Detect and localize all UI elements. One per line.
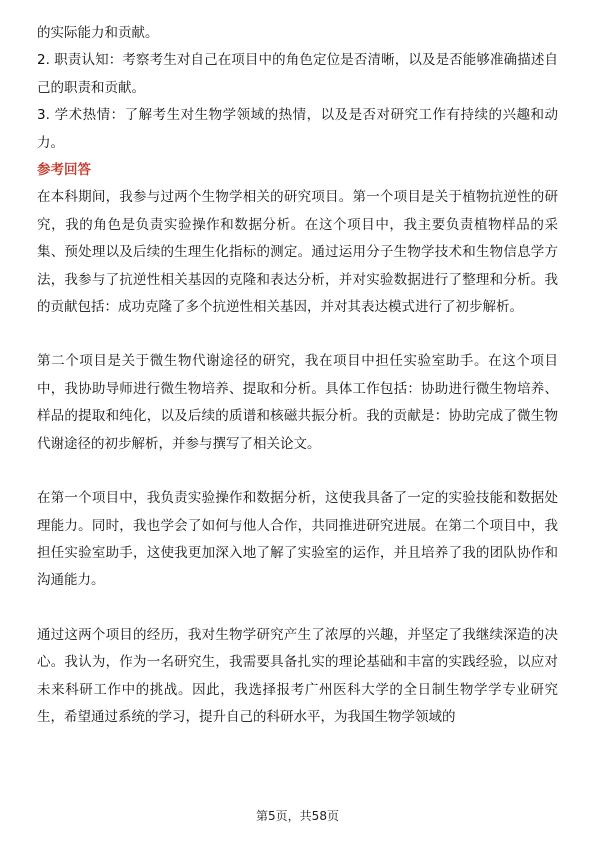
criterion-role-awareness: 2. 职责认知：考察考生对自己在项目中的角色定位是否清晰，以及是否能够准确描述自己的职责和贡献。 xyxy=(37,52,558,96)
intro-tail: 的实际能力和贡献。 xyxy=(37,25,159,41)
answer-paragraph-2: 第二个项目是关于微生物代谢途径的研究，我在项目中担任实验室助手。在这个项目中，我协助导师进行微生物培养、提取和分析。具体工作包括：协助进行微生物培养、样品的提取和纯化，以及后续的质谱和核磁共振分析。我的贡献是：协助完成了微生物代谢途径的初步解析，并参与撰写了相关论文。 xyxy=(37,353,558,452)
answer-paragraph-1: 在本科期间，我参与过两个生物学相关的研究项目。第一个项目是关于植物抗逆性的研究，我的角色是负责实验操作和数据分析。在这个项目中，我主要负责植物样品的采集、预处理以及后续的生理生化指标的测定。通过运用分子生物学技术和生物信息学方法，我参与了抗逆性相关基因的克隆和表达分析，并对实验数据进行了整理和分析。我的贡献包括：成功克隆了多个抗逆性相关基因，并对其表达模式进行了初步解析。 xyxy=(37,189,558,316)
criterion-academic-passion: 3. 学术热情：了解考生对生物学领域的热情，以及是否对研究工作有持续的兴趣和动力。 xyxy=(37,107,558,151)
document-body xyxy=(37,20,558,731)
answer-paragraph-4: 通过这两个项目的经历，我对生物学研究产生了浓厚的兴趣，并坚定了我继续深造的决心。我认为，作为一名研究生，我需要具备扎实的理论基础和丰富的实践经验，以应对未来科研工作中的挑战。因此，我选择报考广州医科大学的全日制生物学学专业研究生，希望通过系统的学习，提升自己的科研水平，为我国生物学领域的 xyxy=(37,626,558,725)
answer-heading: 参考回答 xyxy=(37,162,91,179)
answer-paragraph-3: 在第一个项目中，我负责实验操作和数据分析，这使我具备了一定的实验技能和数据处理能力。同时，我也学会了如何与他人合作，共同推进研究进展。在第二个项目中，我担任实验室助手，这使我更加深入地了解了实验室的运作，并且培养了我的团队协作和沟通能力。 xyxy=(37,490,558,589)
page-number: 第5页，共58页 xyxy=(256,809,339,823)
